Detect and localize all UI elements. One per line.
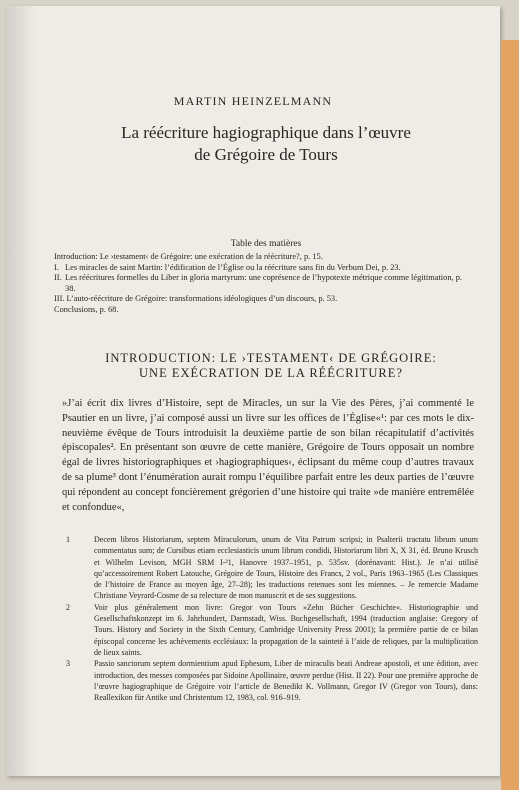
toc-item-number: I. bbox=[54, 262, 59, 272]
toc-item-text: Les miracles de saint Martin: l’édification de l’Église ou la réécriture sans fin du Verbum Dei, p. 23. bbox=[65, 262, 401, 272]
chapter-title bbox=[66, 122, 466, 166]
footnote-text: Voir plus généralement mon livre: Gregor von Tours »Zehn Bücher Geschichte«. Historiographie und Gesellschaftskonzept im 6. Jahrhundert, Darmstadt, Wiss. Buchgesellschaft, 1994 (traduction anglaise: Gregory of Tours. History and Society in the Sixth Century, Cambridge University Press 2001); la première partie de ce bilan épiscopal concerne les achèvements ecclésiaux: la propagation de la sainteté à l’aide de reliques, par la multiplication de lieux saints. bbox=[94, 602, 478, 657]
author-name: MARTIN HEINZELMANN bbox=[173, 94, 333, 108]
footnote-number: 2 bbox=[66, 602, 70, 612]
footnotes bbox=[66, 534, 478, 703]
body-paragraph: »J’ai écrit dix livres d’Histoire, sept de Miracles, un sur la Vie des Pères, j’ai commenté le Psautier en un livre, j’ai composé aussi un livre sur les offices de l’Église«¹: par ces mots le dix-neuvième évêque de Tours introduisit la deuxième partie de son bilan récapitulatif d’activités épiscopales². En présentant son œuvre de cette manière, Grégoire de Tours opposait un nombre égal de livres historiographiques et ›hagiographiques‹, éclipsant du même coup d’autres travaux de sa plume³ dont l’énumération aurait rompu l’équilibre parfait entre les deux parties de l’œuvre qui répondent au concept foncièrement grégorien d’une histoire qui traite »de manière entremêlée et confondue«, bbox=[62, 398, 474, 513]
toc-heading: Table des matières bbox=[230, 239, 302, 249]
footnote-text: Passio sanctorum septem dormientium apud Ephesum, Liber de miraculis beati Andreae apostoli, et une édition, avec introduction, des messes composées par Sidoine Apollinaire, œuvre perdue (Hist. II 22). Pour une première approche de l’œuvre hagiographique de Grégoire voir l’article de Benedikt K. Vollmann, Gregor IV (Gregor von Tours), dans: Reallexikon für Antike und Christentum 12, 1983, col. 916–919. bbox=[94, 659, 478, 703]
book-page bbox=[6, 6, 500, 776]
toc-item bbox=[54, 273, 474, 294]
toc-item bbox=[54, 305, 474, 316]
footnote bbox=[66, 602, 478, 658]
title-line-1: La réécriture hagiographique dans l’œuvre bbox=[121, 123, 411, 142]
section-heading-line-2: UNE EXÉCRATION DE LA RÉÉCRITURE? bbox=[139, 366, 403, 380]
footnote bbox=[66, 534, 478, 602]
footnote bbox=[66, 658, 478, 703]
toc-item-text: Introduction: Le ›testament‹ de Grégoire: une exécration de la réécriture?, p. 15. bbox=[54, 252, 323, 261]
toc-item-text: Conclusions, p. 68. bbox=[54, 304, 119, 314]
toc-item bbox=[54, 263, 474, 274]
footnote-text: Decem libros Historiarum, septem Miraculorum, unum de Vita Patrum scripsi; in Psalterii tractatu librum unum commentatus sum; de Cursibus etiam ecclesiasticis unum librum condidi, Historiarum libri X, X 31, éd. Bruno Krusch et Wilhelm Levison, MGH SRM I-²1, Hanovre 1937–1951, p. 535sv. (dorénavant: Hist.). Je n’ai utilisé qu’accessoirement Robert Latouche, Grégoire de Tours, Histoire des Francs, 2 vol., Paris 1963–1965 (Les Classiques de l’histoire de France au moyen âge, 27–28); les traductions retenues sont les miennes. – Je remercie Madame Christiane Veyrard-Cosme de sa relecture de mon manuscrit et de ses suggestions. bbox=[94, 535, 478, 601]
toc-item-text: III. L’auto-réécriture de Grégoire: transformations idéologiques d’un discours, p. 53. bbox=[54, 294, 338, 304]
footnote-number: 1 bbox=[66, 535, 70, 544]
table-of-contents bbox=[54, 252, 474, 316]
toc-item bbox=[54, 252, 474, 263]
cover-edge bbox=[501, 40, 519, 790]
toc-item-number: II. bbox=[54, 273, 62, 283]
title-line-2: de Grégoire de Tours bbox=[194, 145, 338, 164]
footnote-number: 3 bbox=[66, 659, 70, 669]
section-heading-line-1: INTRODUCTION: LE ›TESTAMENT‹ DE GRÉGOIRE: bbox=[105, 351, 437, 365]
section-heading bbox=[46, 351, 496, 381]
page-gutter-shadow bbox=[6, 6, 36, 776]
toc-item bbox=[54, 294, 474, 305]
toc-item-text: Les réécritures formelles du Liber in gloria martyrum: une coprésence de l’hypotexte métrique comme légitimation, p. 38. bbox=[65, 273, 462, 293]
